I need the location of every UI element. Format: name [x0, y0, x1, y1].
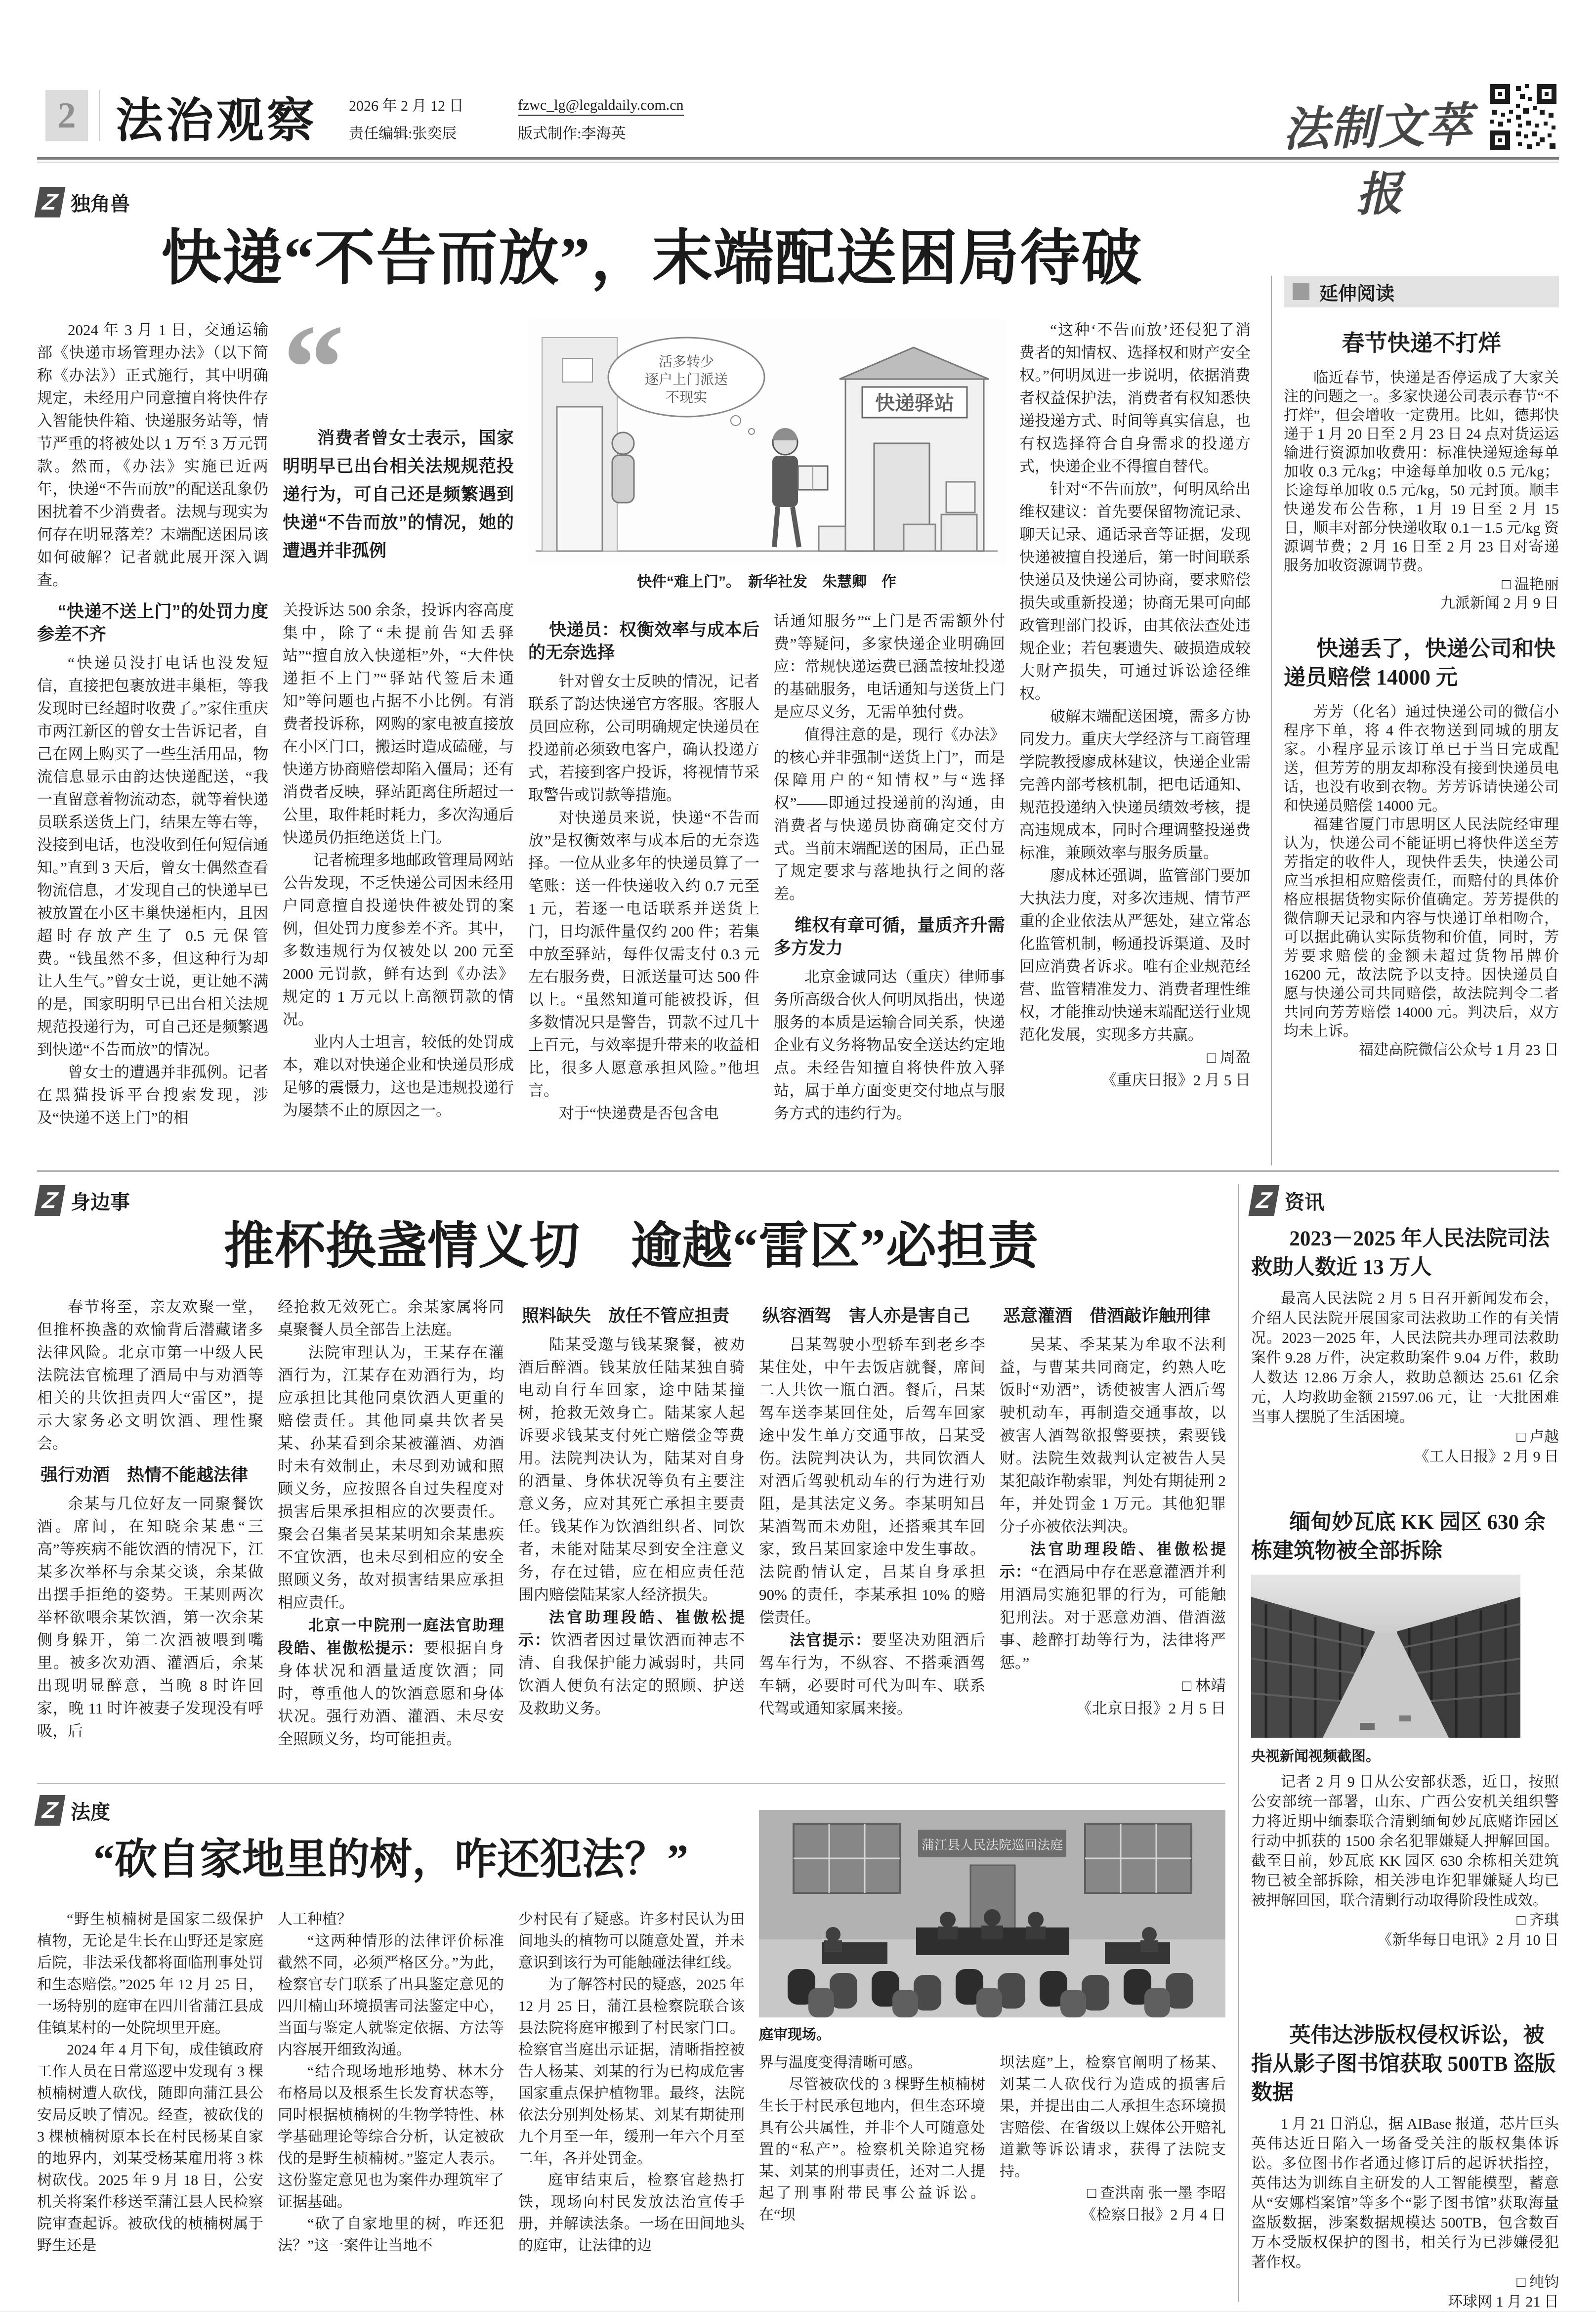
byline: □ 周盈 — [1207, 1049, 1251, 1066]
paragraph: 破解末端配送困境，需多方协同发力。重庆大学经济与工商管理学院教授廖成林建议，快递企业需完善内部考核机制，把电话通知、规范投递纳入快递员绩效考核，提高违规成本，同时合理调整投递费标准，兼顾效率与服务质量。 — [1019, 708, 1251, 861]
news-article-3 — [1251, 2021, 1559, 2310]
paragraph: 法官提示：要坚决劝阻酒后驾车行为，不纵容、不搭乘酒驾车辆，必要时可代为叫车、联系代驾或通知家属来接。 — [759, 1631, 986, 1717]
paragraph: 针对曾女士反映的情况，记者联系了韵达快递官方客服。客服人员回应称，公司明确规定快递员在投递前必须致电客户，确认投递方式，若接到客户投诉，将视情节采取警告或罚款等措施。 — [528, 673, 759, 804]
paragraph: 话通知服务”“上门是否需额外付费”等疑问，多家快递企业明确回应：常规快递运费已涵盖按址投递的基础服务，电话通知与送货上门是应尽义务，无需单独付费。 — [774, 612, 1005, 721]
paragraph: 针对“不告而放”，何明凤给出维权建议：首先要保留物流记录、聊天记录、通话录音等证据，发现快递被擅自投递后，第一时间联系快递员及快递公司协商，要求赔偿损失或重新投递；协商无果可向邮政管理部门投诉，由其依法查处违规企业；若包裹遗失、破损造成较大财产损失，可通过诉讼途径维权。 — [1019, 480, 1251, 702]
paragraph: 曾女士的遭遇并非孤例。记者在黑猫投诉平台搜索发现，涉及“快递不送上门”的相 — [37, 1064, 268, 1126]
paragraph: 庭审结束后，检察官趁热打铁，现场向村民发放法治宣传手册，并解读法条。一场在田间地头的庭审，让法律的边 — [518, 2172, 745, 2254]
source-credit: 福建高院微信公众号 1 月 23 日 — [1359, 1042, 1559, 1058]
subheading: 照料缺失 放任不管应担责 — [522, 1306, 730, 1326]
nearby-headline: 推杯换盏情义切 逾越“雷区”必担责 — [224, 1219, 1039, 1275]
qr-code — [1488, 82, 1558, 152]
sidebar-article1-title: 春节快递不打烊 — [1342, 331, 1501, 356]
fadu-column-5 — [1000, 2052, 1226, 2303]
sidebar-divider — [1271, 276, 1272, 1165]
quote-icon: “ — [283, 300, 344, 436]
news-article-2 — [1251, 1508, 1559, 2017]
subheading: 恶意灌酒 借酒敲诈触刑律 — [1003, 1306, 1211, 1326]
paragraph: “砍了自家地里的树，咋还犯法？”这一案件让当地不 — [278, 2216, 504, 2254]
publication-date: 2026 年 2 月 12 日 — [349, 98, 464, 114]
article-column-3 — [528, 610, 759, 1166]
court-photo-caption: 庭审现场。 — [759, 2027, 831, 2043]
news-article2-body — [1251, 1772, 1559, 1950]
source-credit: 环球网 1 月 21 日 — [1448, 2294, 1559, 2310]
bubble-text-line1: 活多转少 — [658, 354, 714, 370]
source-credit: 《北京日报》2 月 5 日 — [1076, 1700, 1226, 1717]
paragraph: 吴某、季某某为牟取不法利益，与曹某共同商定，约熟人吃饭时“劝酒”，诱使被害人酒后驾驶机动车，再制造交通事故，以被害人酒驾欲报警要挟，索要钱财。法院生效裁判认定被告人吴某犯敲诈勒索罪，判处有期徒刑 2 年，并处罚金 1 万元。其他犯罪分子亦被依法判决。 — [1000, 1336, 1226, 1535]
section-label-fadu — [37, 1795, 110, 1826]
byline: □ 齐琪 — [1516, 1912, 1559, 1928]
z-logo-icon: Z — [1249, 1185, 1280, 1216]
paragraph: 北京一中院刑一庭法官助理段皓、崔傲松提示：要根据自身身体状况和酒量适度饮酒；同时，尊重他人的饮酒意愿和身体状况。强行劝酒、灌酒、未尽安全照顾义务，均可能担责。 — [278, 1617, 504, 1748]
source-credit: 《检察日报》2 月 4 日 — [1081, 2207, 1226, 2223]
subheading: 快递员：权衡效率与成本后的无奈选择 — [528, 620, 759, 662]
sidebar-article1-body — [1284, 369, 1559, 613]
paragraph-lead: 法官助理段皓、崔傲松提示： — [518, 1609, 745, 1649]
section-label-text: 法度 — [71, 1800, 110, 1823]
pull-quote-block — [283, 300, 514, 592]
paragraph: “结合现场地形地势、林木分布格局以及根系生长发育状态等，同时根据桢楠树的生物学特性、林学基础理论等综合分析，认定被砍伐的是野生桢楠树。”鉴定人表示。这份鉴定意见也为案件办理筑牢了证据基础。 — [278, 2063, 504, 2210]
news-article-1 — [1251, 1225, 1559, 1504]
paragraph: 业内人士坦言，较低的处罚成本，难以对快递企业和快递员形成足够的震慑力，这也是违规投递行为屡禁不止的原因之一。 — [283, 1033, 514, 1119]
bubble-text-line3: 不现实 — [665, 390, 708, 405]
byline: □ 林靖 — [1182, 1677, 1226, 1694]
news-rail-divider — [1238, 1184, 1239, 2302]
paragraph-lead: 北京一中院刑一庭法官助理段皓、崔傲松提示： — [278, 1617, 504, 1657]
paragraph: “这两种情形的法律评价标准截然不同，必须严格区分。”为此，检察官专门联系了出具鉴定意见的四川楠山环境损害司法鉴定中心，当面与鉴定人就鉴定依据、方法等内容展开细致沟通。 — [278, 1933, 504, 2058]
square-bullet-icon — [1293, 283, 1309, 300]
paragraph: 陆某受邀与钱某聚餐，被劝酒后醉酒。钱某放任陆某独自骑电动自行车回家，途中陆某撞树，抢救无效身亡。陆某家人起诉要求钱某支付死亡赔偿金等费用。法院判决认为，陆某对自身的酒量、身体状况等负有主要注意义务，应对其死亡承担主要责任。钱某作为饮酒组织者、同饮者，未能对陆某尽到安全注意义务，存在过错，应在相应责任范围内赔偿陆某家人经济损失。 — [518, 1336, 745, 1603]
news-photo-caption: 央视新闻视频截图。 — [1251, 1749, 1381, 1764]
section-label-text: 资讯 — [1285, 1191, 1324, 1213]
byline: □ 卢越 — [1516, 1429, 1559, 1445]
nearby-column-4 — [759, 1296, 985, 1766]
paragraph: 春节将至，亲友欢聚一堂，但推杯换盏的欢愉背后潜藏诸多法律风险。北京市第一中级人民法院法官梳理了酒局中与劝酒等相关的共饮担责四大“雷区”，提示大家务必文明饮酒、理性聚会。 — [37, 1298, 263, 1452]
sidebar-article2-body — [1284, 703, 1559, 1060]
source-credit: 《新华每日电讯》2 月 10 日 — [1377, 1932, 1559, 1948]
section-divider-horizontal — [37, 1170, 1559, 1172]
pull-quote-text: 消费者曾女士表示，国家明明早已出台相关法规规范投递行为，可自己还是频繁遇到快递“不告而放”的情况，她的遭遇并非孤例 — [283, 428, 514, 560]
sidebar-article2-title: 快递丢了，快递公司和快递员赔偿 14000 元 — [1284, 637, 1555, 689]
subheading: “快递不送上门”的处罚力度参差不齐 — [37, 602, 268, 644]
subheading: 纵容酒驾 害人亦是害自己 — [762, 1306, 970, 1326]
fadu-column-3 — [518, 1909, 745, 2303]
paragraph: 人工种植？ — [278, 1911, 352, 1927]
news-article2-title: 缅甸妙瓦底 KK 园区 630 余栋建筑物被全部拆除 — [1251, 1511, 1546, 1563]
news-article1-body — [1251, 1289, 1559, 1467]
section-label-text: 独角兽 — [71, 192, 130, 215]
paragraph: 记者梳理多地邮政管理局网站公告发现，不乏快递公司因未经用户同意擅自投递快件被处罚的案例，但处罚力度参差不齐。其中，多数违规行为仅被处以 200 元至 2000 元罚款，鲜有达到《办法》规定的 1 万元以上高额罚款的情况。 — [283, 852, 514, 1028]
cartoon-caption: 快件“难上门”。 新华社发 朱慧卿 作 — [637, 574, 896, 590]
subheading: 维权有章可循，量质齐升需多方发力 — [774, 916, 1005, 958]
paragraph: 界与温度变得清晰可感。 — [759, 2055, 922, 2071]
article-column-5 — [1019, 319, 1251, 1166]
bubble-text-line2: 逐户上门派送 — [644, 372, 728, 387]
sidebar-extended-reading — [1284, 276, 1559, 1166]
main-headline: 快递“不告而放”，末端配送困局待破 — [161, 225, 1142, 292]
page-number: 2 — [45, 90, 88, 141]
fadu-headline: “砍自家地里的树，咋还犯法？” — [93, 1836, 688, 1883]
court-hearing-photo — [759, 1810, 1225, 2017]
section-title: 法治观察 — [116, 94, 317, 147]
paragraph: 对于“快递费是否包含电 — [559, 1105, 719, 1122]
paragraph: 法官助理段皓、崔傲松提示：“在酒局中存在恶意灌酒并利用酒局实施犯罪的行为，可能触犯刑法。对于恶意劝酒、借酒滋事、趁醉打劫等行为，法律将严惩。” — [1000, 1541, 1226, 1671]
paragraph: “野生桢楠树是国家二级保护植物，无论是生长在山野还是家庭后院，非法采伐都将面临刑事处罚和生态赔偿。”2025 年 12 月 25 日，一场特别的庭审在四川省蒲江县成佳镇某村的一处院坝里开庭。 — [37, 1911, 263, 2036]
paragraph: 对快递员来说，快递“不告而放”是权衡效率与成本后的无奈选择。一位从业多年的快递员算了一笔账：送一件快递收入约 0.7 元至 1 元，若逐一电话联系并送货上门，日均派件量仅约 200 件；若集中放至驿站，每件仅需支付 0.3 元左右服务费，日派送量可达 500 件以上。“虽然知道可能被投诉，但多数情况只是警告，罚款不过几十上百元，与效率提升带来的收益相比，很多人愿意承担风险。”他坦言。 — [528, 809, 759, 1099]
header-divider — [99, 90, 100, 141]
subheading: 强行劝酒 热情不能越法律 — [41, 1465, 249, 1485]
extended-reading-label: 延伸阅读 — [1319, 283, 1395, 304]
resident-figure — [612, 432, 634, 454]
paragraph: 为了解答村民的疑惑，2025 年 12 月 25 日，蒲江县检察院联合该县法院将庭审搬到了村民家门口。检察官当庭出示证据，清晰指控被告人杨某、刘某的行为已构成危害国家重点保护植物罪。最终，法院依法分别判处杨某、刘某有期徒刑九个月至一年，缓刑一年六个月至二年，各并处罚金。 — [518, 1976, 745, 2167]
z-logo-icon: Z — [35, 1185, 66, 1216]
z-logo-icon: Z — [35, 1795, 66, 1826]
paragraph: “这种‘不告而放’还侵犯了消费者的知情权、选择权和财产安全权。”何明凤进一步说明，依据消费者权益保护法，消费者有权知悉快递投递方式、时间等真实信息，也有权选择符合自身需求的投递方式，快递企业不得擅自替代。 — [1019, 321, 1251, 475]
news-article3-title: 英伟达涉版权侵权诉讼，被指从影子图书馆获取 500TB 盗版数据 — [1251, 2024, 1556, 2104]
header-rule-light — [37, 162, 1559, 163]
article-column-4 — [774, 610, 1005, 1166]
email-link[interactable]: fzwc_lg@legaldaily.com.cn — [518, 98, 684, 116]
apartment-door — [557, 407, 602, 551]
news-article1-title: 2023－2025 年人民法院司法救助人数近 13 万人 — [1251, 1227, 1550, 1279]
byline: □ 纯钧 — [1516, 2274, 1559, 2290]
paragraph: 福建省厦门市思明区人民法院经审理认为，快递公司不能证明已将快件送至芳芳指定的收件人，现快件丢失，快递公司应当承担相应赔偿责任，而赔付的具体价格应根据货物实际价值确定。芳芳提供的微信聊天记录和内容与快递订单相吻合，可以据此确认实际货物和价值，同时，芳芳要求赔偿的金额未超过货物吊牌价 16200 元，故法院予以支持。因快递员自愿与快递公司共同赔偿，故法院判令二者共同向芳芳赔偿 14000 元。判决后，双方均未上诉。 — [1284, 816, 1559, 1039]
byline: □ 温艳丽 — [1502, 576, 1559, 593]
paragraph: 2024 年 3 月 1 日，交通运输部《快递市场管理办法》（以下简称《办法》）正式施行，其中明确规定，未经用户同意擅自将快件存入智能快件箱、快递服务站等，情节严重的将被处以 1 万至 3 万元罚款。然而，《办法》实施已近两年，快递“不告而放”的配送乱象仍困扰着不少消费者。法规与现实为何存在明显落差？末端配送困局该如何破解？记者就此展开深入调查。 — [37, 321, 268, 589]
masthead-title: 法制文萃报 — [1282, 100, 1473, 221]
paragraph: 关投诉达 500 余条，投诉内容高度集中，除了“未提前告知丢驿站”“擅自放入快递柜”外，“大件快递拒不上门”“驿站代签后未通知”等问题也占据不小比例。有消费者投诉称，网购的家电被直接放在小区门口，搬运时造成磕碰，与快递方协商赔偿却陷入僵局；还有消费者反映，驿站距离住所超过一公里，取件耗时耗力，多次沟通后快递员仍拒绝送货上门。 — [283, 601, 514, 846]
paragraph: 余某与几位好友一同聚餐饮酒。席间，在知晓余某患“三高”等疾病不能饮酒的情况下，江某多次举杯与余某交谈，余某做出摆手拒绝的姿势。王某则两次举杯欲喂余某饮酒，第一次余某侧身躲开，第二次酒被喂到嘴里。被多次劝酒、灌酒后，余某出现明显醉意，当晚 8 时许回家，晚 11 时许被妻子发现没有呼吸，后 — [37, 1495, 263, 1740]
editor-credit: 责任编辑:张奕辰 — [349, 126, 457, 142]
news-article3-body — [1251, 2114, 1559, 2312]
paragraph: “快递员没打电话也没发短信，直接把包裹放进丰巢柜，等我发现时已经超时收费了。”家住重庆市两江新区的曾女士告诉记者，自己在网上购买了一些生活用品，物流信息显示由韵达快递配送，“我一直留意着物流动态，就等着快递员联系送货上门，结果左等右等，没接到电话，也没收到任何短信通知。”直到 3 天后，曾女士偶然查看物流信息，才发现自己的快递早已被放置在小区丰巢快递柜内，且因超时存放产生了 0.5 元保管费。“钱虽然不多，但这种行为却让人生气。”曾女士说，更让她不满的是，国家明明早已出台相关法规规范投递行为，可自己还是频繁遇到快递“不告而放”的情况。 — [37, 654, 268, 1058]
paragraph: 吕某驾驶小型轿车到老乡李某住处，中午去饭店就餐，席间二人共饮一瓶白酒。餐后，吕某驾车送李某回住处，后驾车回家途中发生单方交通事故，吕某受伤。法院判决认为，共同饮酒人对酒后驾驶机动车的行为进行劝阻，是其法定义务。李某明知吕某酒驾而未劝阻，还搭乘其车回家，致吕某回家途中发生事故。法院酌情认定，吕某自身承担 90% 的责任，李某承担 10% 的赔偿责任。 — [759, 1336, 985, 1626]
section-label-news — [1251, 1185, 1324, 1216]
source-credit: 九派新闻 2 月 9 日 — [1440, 595, 1559, 611]
article-column-1 — [37, 319, 268, 1166]
station-sign-text: 快递驿站 — [875, 392, 954, 414]
paragraph: 坝法庭”上，检察官阐明了杨某、刘某二人砍伐行为造成的损害后果，并提出由二人承担生态环境损害赔偿、在省级以上媒体公开赔礼道歉等诉讼请求，获得了法院支持。 — [1000, 2055, 1226, 2180]
demolition-photo — [1251, 1575, 1520, 1738]
fadu-column-2 — [278, 1909, 504, 2303]
section-divider-horizontal-2 — [37, 1783, 1225, 1784]
fadu-column-4 — [759, 2052, 985, 2303]
section-label-text: 身边事 — [71, 1191, 130, 1213]
article-column-2 — [283, 599, 514, 1166]
nearby-column-2 — [278, 1296, 504, 1766]
nearby-column-1 — [37, 1296, 263, 1766]
paragraph: 法官助理段皓、崔傲松提示：饮酒者因过量饮酒而神志不清、自我保护能力减弱时，共同饮酒人便负有法定的照顾、护送及救助义务。 — [518, 1609, 745, 1717]
paragraph: 2024 年 4 月下旬，成佳镇政府工作人员在日常巡逻中发现有 3 棵桢楠树遭人砍伐，随即向蒲江县公安局反映了情况。经查，被砍伐的 3 棵桢楠树原本长在村民杨某自家的地界内，刘某受杨某雇用将 3 株树砍伐。2025 年 9 月 18 日，公安机关将案件移送至蒲江县人民检察院审查起诉。被砍伐的桢楠树属于野生还是 — [37, 2042, 263, 2254]
paragraph: 尽管被砍伐的 3 棵野生桢楠树生长于村民承包地内，但生态环境具有公共属性，并非个人可随意处置的“私产”。检察机关除追究杨某、刘某的刑事责任，还对二人提起了刑事附带民事公益诉讼。在“坝 — [759, 2076, 985, 2223]
paragraph: 1 月 21 日消息，据 AIBase 报道，芯片巨头英伟达近日陷入一场备受关注的版权集体诉讼。多位图书作者通过修订后的起诉状指控，英伟达为训练自主研发的人工智能模型，蓄意从“安娜档案馆”等多个“影子图书馆”获取海量盗版数据，涉案数据规模达 500TB，包含数百万本受版权保护的图书，相关行为已涉嫌侵犯著作权。 — [1251, 2116, 1559, 2270]
paragraph: 法院审理认为，王某存在灌酒行为，江某存在劝酒行为，均应承担比其他同桌饮酒人更重的赔偿责任。其他同桌共饮者吴某、孙某看到余某被灌酒、劝酒时未有效制止，未尽到劝诫和照顾义务，应按照各自过失程度对损害后果承担相应的次要责任。聚会召集者吴某某明知余某患疾不宜饮酒，也未尽到相应的安全照顾义务，故对损害结果应承担相应责任。 — [278, 1344, 504, 1611]
cartoon-illustration — [528, 319, 1005, 565]
paragraph: 芳芳（化名）通过快递公司的微信小程序下单，将 4 件衣物送到同城的朋友家。小程序显示该订单已于当日完成配送，但芳芳的朋友却称没有接到快递员电话，也没有收到衣物。芳芳诉请快递公司和快递员赔偿 14000 元。 — [1284, 704, 1559, 814]
paragraph: 经抢救无效死亡。余某家属将同桌聚餐人员全部告上法庭。 — [278, 1298, 504, 1338]
court-banner-text: 蒲江县人民法院巡回法庭 — [921, 1838, 1063, 1852]
byline: □ 查洪南 张一墨 李昭 — [1087, 2185, 1226, 2201]
paragraph-lead: 法官提示： — [790, 1631, 872, 1649]
z-logo-icon: Z — [35, 187, 66, 217]
header-rule — [37, 157, 1559, 160]
layout-credit: 版式制作:李海英 — [518, 126, 626, 142]
paragraph: 记者 2 月 9 日从公安部获悉，近日，按照公安部统一部署，山东、广西公安机关组织警力将近期中缅泰联合清剿缅甸妙瓦底赌诈园区行动中抓获的 1500 余名犯罪嫌疑人押解回国。截至目前，妙瓦底 KK 园区 630 余栋相关建筑物已被全部拆除，相关涉电诈犯罪嫌疑人均已被押解回国，联合清剿行动取得阶段性成效。 — [1251, 1774, 1559, 1909]
paragraph: 北京金诚同达（重庆）律师事务所高级合伙人何明凤指出，快递服务的本质是运输合同关系，快递企业有义务将物品安全送达约定地点。未经告知擅自将快件放入驿站，属于单方面变更交付地点与服务方式的违约行为。 — [774, 968, 1005, 1122]
paragraph: 最高人民法院 2 月 5 日召开新闻发布会，介绍人民法院开展国家司法救助工作的有关情况。2023－2025 年，人民法院共办理司法救助案件 9.28 万件，决定救助案件 9.04 万件，救助人数达 12.86 万余人，救助总额达 25.61 亿余元，人均救助金额 21597.06 元，让一大批困难当事人摆脱了生活困境。 — [1251, 1290, 1559, 1425]
nearby-column-3 — [518, 1296, 745, 1766]
paragraph: 临近春节，快递是否停运成了大家关注的问题之一。多家快递公司表示春节“不打烊”，但会增收一定费用。比如，德邦快递于 1 月 20 日至 2 月 23 日 24 点对货运运输进行资源加收费用：标准快递短途每单加收 0.3 元/kg；中途每单加收 0.5 元/kg；长途每单加收 0.5 元/kg，50 元封顶。顺丰快递发布公告称，1 月 19 日至 2 月 15 日，顺丰对部分快递收取 0.1－1.5 元/kg 资源调节费；2 月 16 日至 2 月 23 日对寄递服务加收资源调节费。 — [1284, 370, 1559, 574]
paragraph: 少村民有了疑惑。许多村民认为田间地头的植物可以随意处置，并未意识到该行为可能触碰法律红线。 — [518, 1911, 745, 1971]
nearby-column-5 — [1000, 1296, 1226, 1766]
source-credit: 《工人日报》2 月 9 日 — [1414, 1449, 1559, 1465]
source-credit: 《重庆日报》2 月 5 日 — [1101, 1071, 1251, 1089]
paragraph: 值得注意的是，现行《办法》的核心并非强制“送货上门”，而是保障用户的“知情权”与“选择权”——即通过投递前的沟通，由消费者与快递员协商确定交付方式。当前末端配送的困局，正凸显了规定要求与落地执行之间的落差。 — [774, 726, 1005, 902]
extended-reading-header — [1284, 276, 1559, 307]
paragraph: 廖成林还强调，监管部门要加大执法力度，对多次违规、情节严重的企业依法从严惩处，建立常态化监管机制，畅通投诉渠道、及时回应消费者诉求。唯有企业规范经营、监管精准发力、消费者理性维权，才能推动快递末端配送行业规范化发展，实现多方共赢。 — [1019, 867, 1251, 1043]
fadu-column-1 — [37, 1909, 263, 2303]
paragraph-lead: 法官助理段皓、崔傲松提示： — [1000, 1541, 1226, 1581]
